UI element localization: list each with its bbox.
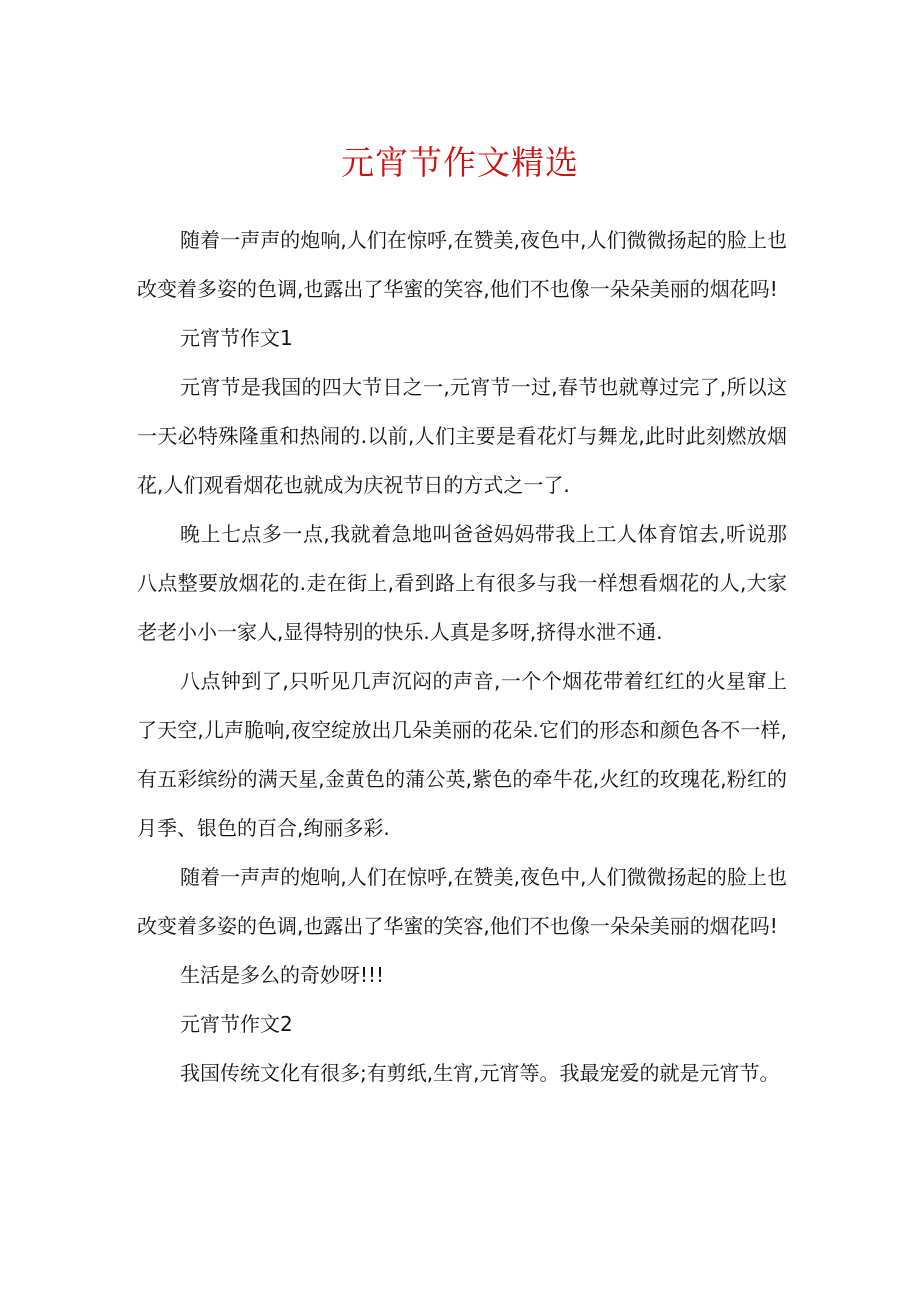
section-heading-1: 元宵节作文1	[180, 326, 293, 350]
paragraph: 晚上七点多一点,我就着急地叫爸爸妈妈带我上工人体育馆去,听说那八点整要放烟花的.走在街上,看到路上有很多与我一样想看烟花的人,大家老老小小一家人,显得特别的快乐.人真是多呀,挤得水泄不通.	[137, 522, 787, 644]
paragraph-intro: 随着一声声的炮响,人们在惊呼,在赞美,夜色中,人们微微扬起的脸上也改变着多姿的色调,也露出了华蜜的笑容,他们不也像一朵朵美丽的烟花吗!	[137, 228, 787, 301]
paragraph: 元宵节是我国的四大节日之一,元宵节一过,春节也就尊过完了,所以这一天必特殊隆重和热闹的.以前,人们主要是看花灯与舞龙,此时此刻燃放烟花,人们观看烟花也就成为庆祝节日的方式之一了.	[137, 375, 787, 497]
section-heading-2: 元宵节作文2	[180, 1012, 293, 1036]
paragraph: 我国传统文化有很多;有剪纸,生宵,元宵等。我最宠爱的就是元宵节。	[180, 1061, 780, 1085]
paragraph: 八点钟到了,只听见几声沉闷的声音,一个个烟花带着红红的火星窜上了天空,儿声脆响,夜空绽放出几朵美丽的花朵.它们的形态和颜色各不一样,有五彩缤纷的满天星,金黄色的蒲公英,紫色的牵牛花,火红的玫瑰花,粉红的月季、银色的百合,绚丽多彩.	[137, 669, 787, 840]
paragraph: 随着一声声的炮响,人们在惊呼,在赞美,夜色中,人们微微扬起的脸上也改变着多姿的色调,也露出了华蜜的笑容,他们不也像一朵朵美丽的烟花吗!	[137, 865, 787, 938]
document-body	[137, 216, 787, 1098]
document-title: 元宵节作文精选	[341, 143, 579, 182]
paragraph: 生活是多么的奇妙呀!!!	[180, 963, 385, 987]
